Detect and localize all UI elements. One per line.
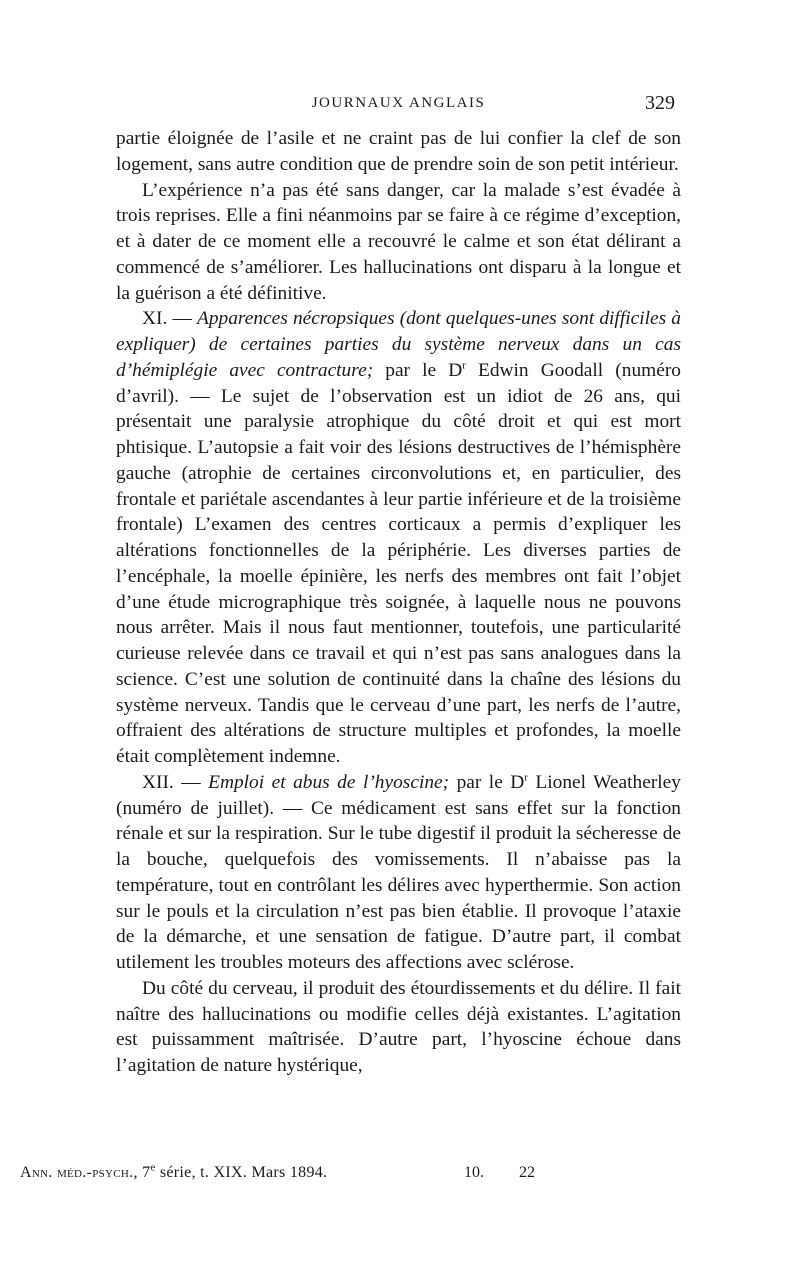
signature-mark: 22: [519, 1164, 535, 1181]
article-body: Edwin Goodall (numéro d’avril). — Le sujet de l’observation est un idiot de 26 ans, qui présentait une paralysie atrophique du côté droit et qui est mort phtisique. L’autopsie a fait voir des lésions destructives de l’hémisphère gauche (atrophie de certaines circonvolutions et, en particulier, des frontale et pariétale ascendantes à leur partie inférieure et de la troisième frontale) L’examen des centres corticaux a permis d’expliquer les altérations fonctionnelles de la périphérie. Les diverses parties de l’encéphale, la moelle épinière, les nerfs des membres ont fait l’objet d’une étude micrographique très soignée, à laquelle nous ne pouvons nous arrêter. Mais il nous faut mentionner, toutefois, une particularité curieuse relevée dans ce travail et qui n’est pas sans analogues dans la science. C’est une solution de continuité dans la chaîne des lésions du système nerveux. Tandis que le cerveau d’une part, les nerfs de l’autre, offraient des altérations de structure multiples et profondes, la moelle était complètement indemne.: [116, 359, 681, 767]
page-header: [116, 88, 681, 118]
sheet-number: 10.: [464, 1164, 484, 1181]
citation-rest: série, t. XIX. Mars 1894.: [155, 1164, 328, 1181]
journal-abbreviation: Ann. méd.-psych.,: [20, 1164, 138, 1181]
paragraph-experience: L’expérience n’a pas été sans danger, car la malade s’est évadée à trois reprises. Elle a fini néanmoins par se faire à ce régime d’exception, et à dater de ce moment elle a recouvré le calme et son état délirant a commencé de s’améliorer. Les hallucinations ont disparu à la longue et la guérison a été définitive.: [116, 179, 681, 304]
author-title-superscript: r: [524, 771, 528, 784]
page-number: 329: [645, 92, 675, 114]
author-title-superscript: r: [462, 359, 466, 372]
body-text: [116, 126, 681, 1079]
article-title: Emploi et abus de l’hyoscine;: [208, 771, 450, 793]
book-page: [116, 88, 681, 1079]
article-body: Lionel Weatherley (numéro de juillet). — Ce médicament est sans effet sur la fonction rénale et sur la respiration. Sur le tube digestif il produit la sécheresse de la bouche, quelquefois des vomissements. Il n’abaisse pas la température, tout en contrôlant les délires avec hyperthermie. Son action sur le pouls et la circulation n’est pas bien établie. Il provoque l’ataxie de la démarche, et une sensation de fatigue. D’autre part, il combat utilement les troubles moteurs des affections avec sclérose.: [116, 771, 681, 973]
author-prefix: par le D: [449, 771, 525, 793]
article-title: Apparences nécropsiques (dont quelques-unes sont difficiles à expliquer) de certaines parties du système nerveux dans un cas d’hémiplégie avec contracture;: [116, 308, 681, 381]
series-number: 7: [137, 1164, 151, 1181]
paragraph-continuation: partie éloignée de l’asile et ne craint pas de lui confier la clef de son logement, sans autre condition que de prendre soin de son petit intérieur.: [116, 128, 681, 175]
page-footer: [0, 1162, 800, 1184]
article-number: XI. —: [142, 308, 197, 330]
journal-citation: [20, 1162, 327, 1184]
paragraph-cerebral-effects: Du côté du cerveau, il produit des étourdissements et du délire. Il fait naître des hallucinations ou modifie celles déjà existantes. L’agitation est puissamment maîtrisée. D’autre part, l’hyoscine échoue dans l’agitation de nature hystérique,: [116, 977, 681, 1076]
series-superscript: e: [150, 1161, 156, 1174]
article-entry-xii: [116, 770, 681, 976]
article-entry-xi: [116, 306, 681, 770]
author-prefix: par le D: [373, 359, 463, 381]
article-number: XII. —: [142, 771, 209, 793]
running-head: JOURNAUX ANGLAIS: [311, 95, 486, 111]
